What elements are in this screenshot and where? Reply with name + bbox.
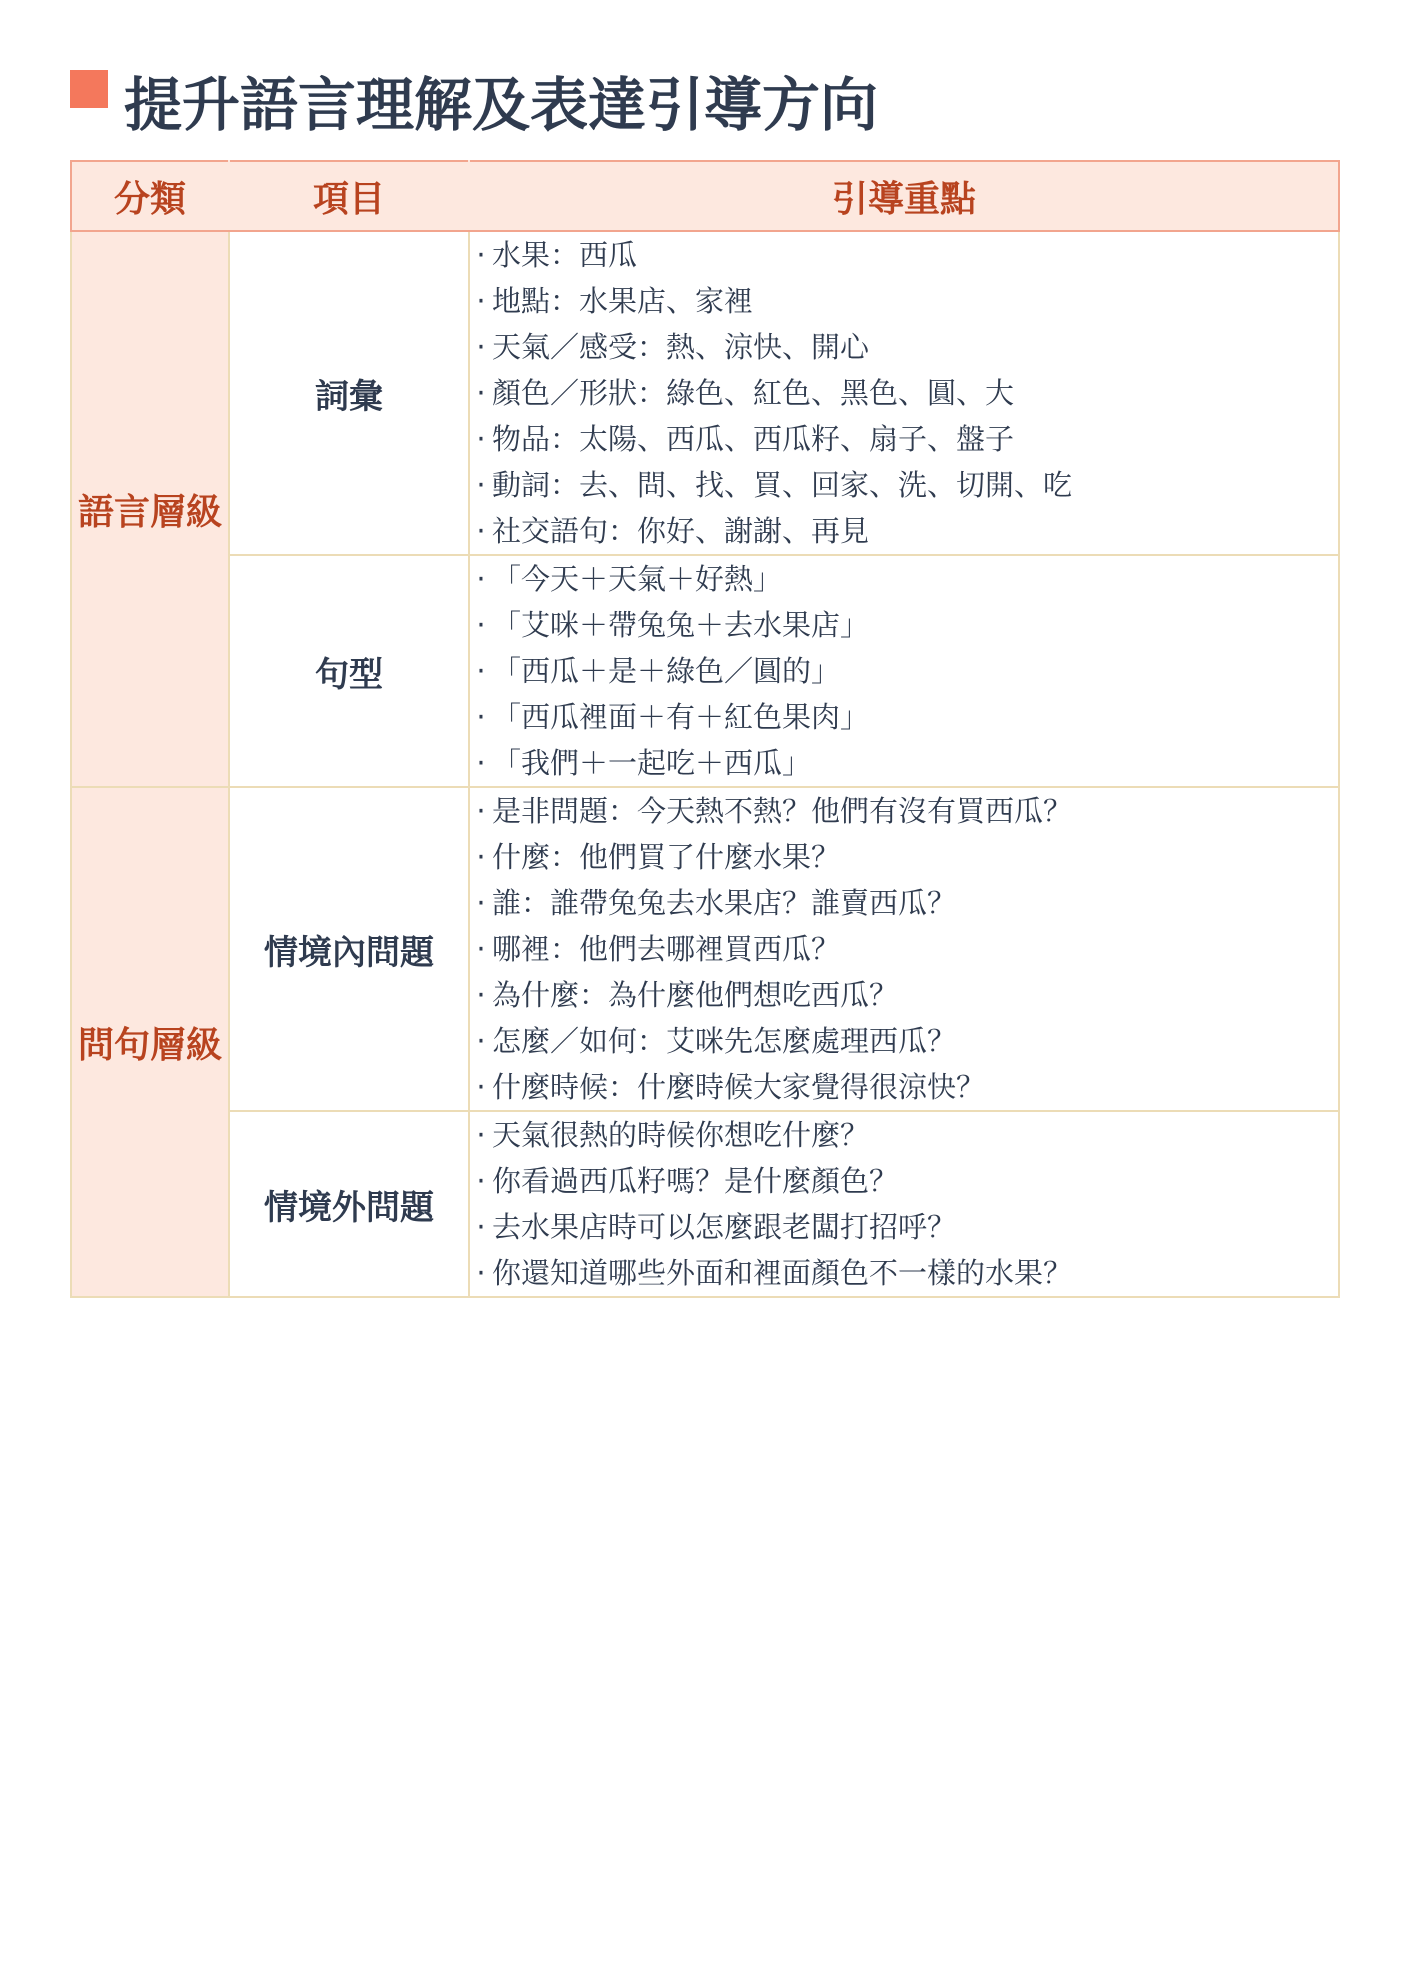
item-in-context-questions: 情境內問題 xyxy=(229,787,469,1111)
header-category: 分類 xyxy=(71,161,229,231)
list-item: · 「西瓜＋是＋綠色／圓的」 xyxy=(470,648,1338,694)
title-accent-square-icon xyxy=(70,70,108,108)
category-language-level: 語言層級 xyxy=(71,231,229,787)
list-item: · 你還知道哪些外面和裡面顏色不一樣的水果？ xyxy=(470,1250,1338,1296)
item-sentence-pattern: 句型 xyxy=(229,555,469,787)
list-item: · 「西瓜裡面＋有＋紅色果肉」 xyxy=(470,694,1338,740)
point-list xyxy=(470,1112,1338,1296)
bullet-icon: · xyxy=(476,608,486,642)
list-item: · 物品：太陽、西瓜、西瓜籽、扇子、盤子 xyxy=(470,416,1338,462)
table-row xyxy=(71,1111,1339,1297)
table-row xyxy=(71,555,1339,787)
list-item: · 怎麼／如何：艾咪先怎麼處理西瓜？ xyxy=(470,1018,1338,1064)
bullet-icon: · xyxy=(476,700,486,734)
point-list xyxy=(470,232,1338,554)
bullet-icon: · xyxy=(476,1210,486,1244)
list-item: · 社交語句：你好、謝謝、再見 xyxy=(470,508,1338,554)
table-row xyxy=(71,231,1339,555)
list-item: · 水果：西瓜 xyxy=(470,232,1338,278)
list-item: · 哪裡：他們去哪裡買西瓜？ xyxy=(470,926,1338,972)
bullet-icon: · xyxy=(476,376,486,410)
table-header-row xyxy=(71,161,1339,231)
list-item: · 「今天＋天氣＋好熱」 xyxy=(470,556,1338,602)
item-vocabulary: 詞彙 xyxy=(229,231,469,555)
points-in-context-questions xyxy=(469,787,1339,1111)
list-item: · 「我們＋一起吃＋西瓜」 xyxy=(470,740,1338,786)
list-item: · 誰：誰帶兔兔去水果店？誰賣西瓜？ xyxy=(470,880,1338,926)
list-item: · 天氣／感受：熱、涼快、開心 xyxy=(470,324,1338,370)
header-item: 項目 xyxy=(229,161,469,231)
bullet-icon: · xyxy=(476,238,486,272)
page-title: 提升語言理解及表達引導方向 xyxy=(124,71,879,139)
guide-table xyxy=(70,160,1340,1298)
bullet-icon: · xyxy=(476,886,486,920)
bullet-icon: · xyxy=(476,1256,486,1290)
bullet-icon: · xyxy=(476,840,486,874)
list-item: · 去水果店時可以怎麼跟老闆打招呼？ xyxy=(470,1204,1338,1250)
point-list xyxy=(470,556,1338,786)
category-question-level: 問句層級 xyxy=(71,787,229,1297)
points-out-of-context-questions xyxy=(469,1111,1339,1297)
bullet-icon: · xyxy=(476,562,486,596)
bullet-icon: · xyxy=(476,1118,486,1152)
bullet-icon: · xyxy=(476,422,486,456)
points-vocabulary xyxy=(469,231,1339,555)
table-row xyxy=(71,787,1339,1111)
bullet-icon: · xyxy=(476,468,486,502)
bullet-icon: · xyxy=(476,794,486,828)
point-list xyxy=(470,788,1338,1110)
list-item: · 為什麼：為什麼他們想吃西瓜？ xyxy=(470,972,1338,1018)
list-item: · 天氣很熱的時候你想吃什麼？ xyxy=(470,1112,1338,1158)
bullet-icon: · xyxy=(476,1070,486,1104)
bullet-icon: · xyxy=(476,978,486,1012)
bullet-icon: · xyxy=(476,284,486,318)
list-item: · 顏色／形狀：綠色、紅色、黑色、圓、大 xyxy=(470,370,1338,416)
bullet-icon: · xyxy=(476,746,486,780)
points-sentence-pattern xyxy=(469,555,1339,787)
list-item: · 什麼：他們買了什麼水果？ xyxy=(470,834,1338,880)
list-item: · 什麼時候：什麼時候大家覺得很涼快？ xyxy=(470,1064,1338,1110)
bullet-icon: · xyxy=(476,932,486,966)
bullet-icon: · xyxy=(476,330,486,364)
header-guidance: 引導重點 xyxy=(469,161,1339,231)
list-item: · 你看過西瓜籽嗎？是什麼顏色？ xyxy=(470,1158,1338,1204)
list-item: · 是非問題：今天熱不熱？他們有沒有買西瓜？ xyxy=(470,788,1338,834)
list-item: · 地點：水果店、家裡 xyxy=(470,278,1338,324)
list-item: · 動詞：去、問、找、買、回家、洗、切開、吃 xyxy=(470,462,1338,508)
bullet-icon: · xyxy=(476,1164,486,1198)
item-out-of-context-questions: 情境外問題 xyxy=(229,1111,469,1297)
bullet-icon: · xyxy=(476,1024,486,1058)
bullet-icon: · xyxy=(476,514,486,548)
bullet-icon: · xyxy=(476,654,486,688)
list-item: · 「艾咪＋帶兔兔＋去水果店」 xyxy=(470,602,1338,648)
